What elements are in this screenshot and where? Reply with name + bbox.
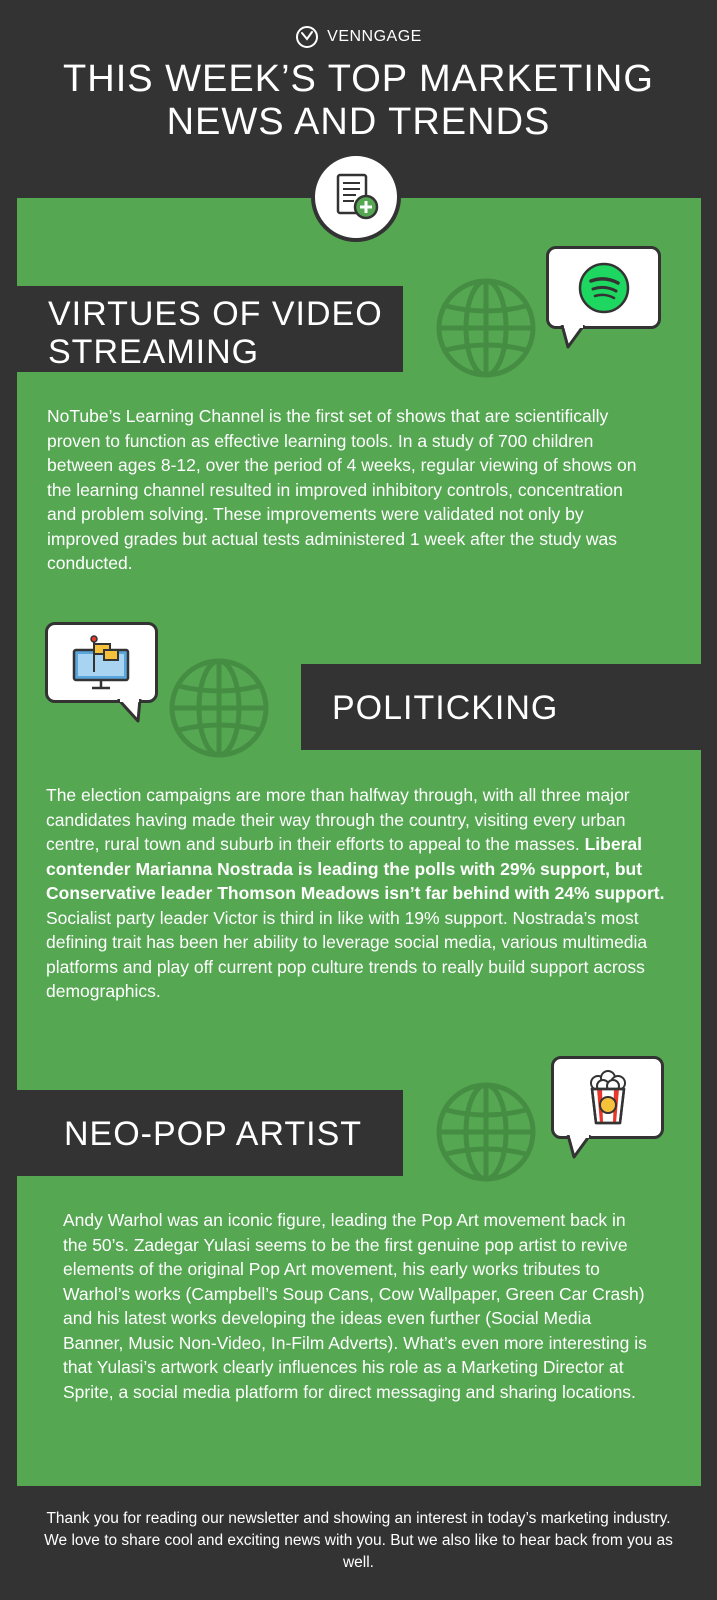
speech-bubble xyxy=(45,622,158,703)
section-heading-politicking xyxy=(301,664,701,750)
footer-text: Thank you for reading our newsletter and showing an interest in today’s marketing industry. We love to share cool and exciting news with you. But we also like to hear back from you as well. xyxy=(44,1510,673,1571)
section-body: Andy Warhol was an iconic figure, leading the Pop Art movement back in the 50’s. Zadegar Yulasi seems to be the first genuine pop artist to revive elements of the original Pop Art movement, his early works tributes to Warhol’s works (Campbell’s Soup Cans, Cow Wallpaper, Green Car Crash) and his latest works developing the ideas even further (Social Media Banner, Music Non-Video, In-Film Adverts). What’s even more interesting is that Yulasi’s artwork clearly influences his role as a Marketing Director at Sprite, a social media platform for direct messaging and sharing locations. xyxy=(63,1210,647,1402)
section-heading-neo-pop-artist xyxy=(17,1090,403,1176)
page-title: THIS WEEK’S TOP MARKETING NEWS AND TRENDS xyxy=(63,58,654,143)
speech-bubble xyxy=(551,1056,664,1139)
section-body xyxy=(46,783,676,1004)
brand-name: VENNGAGE xyxy=(327,28,422,45)
body-text-intro: The election campaigns are more than halfway through, with all three major candidates having made their way through the country, visiting every urban centre, rural town and suburb in their efforts to appeal to the masses. xyxy=(46,785,630,854)
popcorn-icon xyxy=(584,1069,632,1127)
brand-logo xyxy=(0,22,717,52)
speech-bubble-tail xyxy=(566,1135,594,1161)
section-heading-text: POLITICKING xyxy=(332,689,559,727)
document-add-icon xyxy=(311,152,401,242)
section-body: NoTube’s Learning Channel is the first set of shows that are scientifically proven to function as effective learning tools. In a study of 700 children between ages 8-12, over the period of 4 weeks, regular viewing of shows on the learning channel resulted in improved inhibitory controls, concentration and problem solving. These improvements were validated not only by improved grades but actual tests administered 1 week after the study was conducted. xyxy=(47,406,637,573)
speech-bubble xyxy=(546,246,661,329)
speech-bubble-tail xyxy=(116,699,144,725)
globe-icon xyxy=(167,656,271,760)
monitor-flag-icon xyxy=(70,634,134,692)
speech-bubble-tail xyxy=(560,325,588,351)
section-heading-text: VIRTUES OF VIDEO STREAMING xyxy=(48,295,383,371)
globe-icon xyxy=(434,1080,538,1184)
section-heading-text: NEO-POP ARTIST xyxy=(64,1115,363,1153)
body-text-highlight: Liberal contender Marianna Nostrada is leading the polls with 29% support, but Conservative leader Thomson Meadows isn’t far behind with 24% support. xyxy=(46,834,665,903)
spotify-icon xyxy=(578,262,630,314)
body-text-rest: Socialist party leader Victor is third in like with 19% support. Nostrada’s most defining trait has been her ability to leverage social media, various multimedia platforms and play off current pop culture trends to really build support across demographics. xyxy=(46,907,648,1001)
globe-icon xyxy=(434,276,538,380)
section-heading-video-streaming xyxy=(17,286,403,372)
venngage-logo-icon xyxy=(295,25,319,49)
